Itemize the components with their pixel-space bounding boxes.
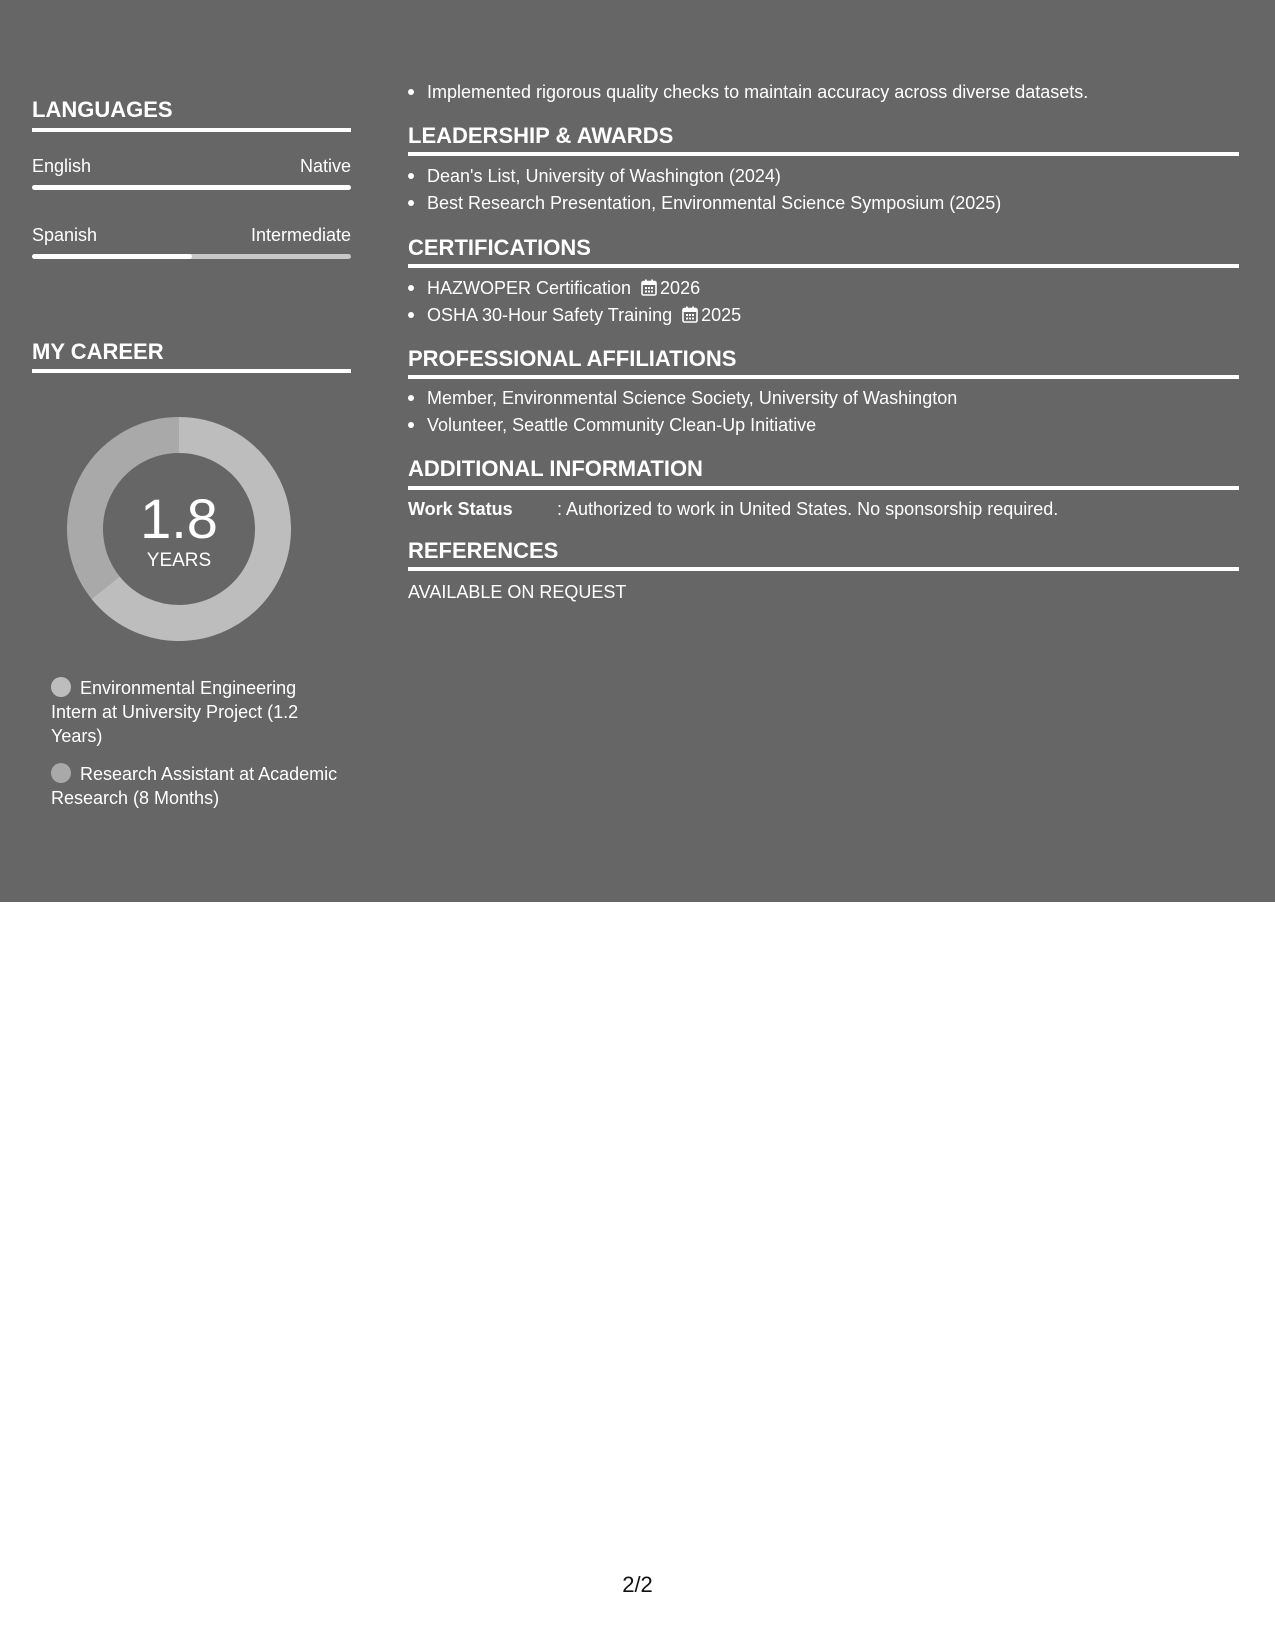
language-proficiency-bar-spanish — [32, 254, 351, 259]
bullet-icon — [408, 285, 414, 291]
page-number: 2/2 — [622, 1572, 653, 1597]
calendar-icon — [682, 306, 698, 323]
language-level: Intermediate — [250, 225, 351, 245]
certification-entry — [427, 304, 741, 326]
references-text: AVAILABLE ON REQUEST — [408, 582, 627, 602]
references-divider — [408, 567, 1239, 571]
language-proficiency-bar-english — [32, 185, 351, 190]
affiliations-title: PROFESSIONAL AFFILIATIONS — [408, 346, 737, 371]
work-status-value: : Authorized to work in United States. No sponsorship required. — [557, 499, 1059, 519]
affiliation-text: Volunteer, Seattle Community Clean-Up Initiative — [427, 415, 817, 435]
career-total-unit: YEARS — [146, 550, 212, 571]
leadership-divider — [408, 152, 1239, 156]
career-title: MY CAREER — [32, 339, 164, 364]
career-donut-chart — [67, 417, 291, 641]
certifications-divider — [408, 264, 1239, 268]
language-level: Native — [299, 156, 351, 176]
career-legend-label: Environmental Engineering Intern at University Project (1.2 Years) — [51, 678, 299, 746]
language-row-spanish — [32, 224, 351, 246]
certification-year: 2026 — [660, 278, 701, 298]
additional-info-divider — [408, 486, 1239, 490]
certification-name: OSHA 30-Hour Safety Training — [427, 305, 673, 325]
legend-dot-icon — [51, 677, 71, 697]
work-status-label: Work Status — [408, 499, 513, 519]
career-total-value: 1.8 — [140, 487, 218, 550]
career-legend-item — [51, 762, 341, 810]
language-name: English — [32, 156, 92, 176]
certifications-title: CERTIFICATIONS — [408, 235, 591, 260]
language-proficiency-fill — [32, 254, 192, 259]
career-divider — [32, 369, 351, 373]
languages-title: LANGUAGES — [32, 97, 173, 122]
language-row-english — [32, 155, 351, 177]
experience-bullet-text: Implemented rigorous quality checks to maintain accuracy across diverse datasets. — [427, 82, 1089, 102]
legend-dot-icon — [51, 763, 71, 783]
certification-year: 2025 — [701, 305, 742, 325]
bullet-icon — [408, 173, 414, 179]
calendar-icon — [641, 279, 657, 296]
languages-divider — [32, 128, 351, 132]
affiliation-text: Member, Environmental Science Society, University of Washington — [427, 388, 958, 408]
award-text: Dean's List, University of Washington (2024) — [427, 166, 781, 186]
affiliations-divider — [408, 375, 1239, 379]
certification-name: HAZWOPER Certification — [427, 278, 632, 298]
references-title: REFERENCES — [408, 538, 559, 563]
bullet-icon — [408, 89, 414, 95]
bullet-icon — [408, 395, 414, 401]
award-text: Best Research Presentation, Environmental Science Symposium (2025) — [427, 193, 1002, 213]
career-legend-item — [51, 676, 341, 748]
language-name: Spanish — [32, 225, 98, 245]
leadership-title: LEADERSHIP & AWARDS — [408, 123, 674, 148]
language-proficiency-fill — [32, 185, 351, 190]
certification-entry — [427, 277, 700, 299]
bullet-icon — [408, 312, 414, 318]
bullet-icon — [408, 200, 414, 206]
career-legend-label: Research Assistant at Academic Research (8 Months) — [51, 764, 338, 808]
additional-info-title: ADDITIONAL INFORMATION — [408, 456, 703, 481]
bullet-icon — [408, 422, 414, 428]
